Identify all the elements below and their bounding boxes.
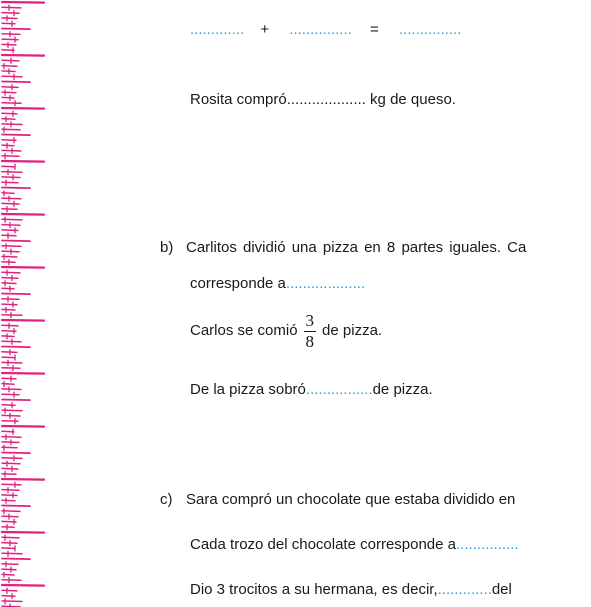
ruler-tick [2,225,20,226]
problem-b-line-4 [190,380,433,400]
ruler-tick [2,2,44,3]
ruler-tick [2,304,17,305]
plus-sign: + [260,21,270,38]
ruler-tick [2,235,16,236]
ruler-tick [2,315,22,316]
ruler-tick [2,378,16,379]
ruler-tick [2,373,44,374]
ruler-tick [2,135,30,136]
problem-b-corresponde-blank: ................... [285,275,366,292]
ruler-tick [2,124,22,125]
ruler-tick [2,347,30,348]
problem-b-line-3 [190,310,382,352]
ruler-tick [2,18,17,19]
ruler-tick [2,548,15,549]
ruler-tick [2,29,30,30]
ruler-tick [2,559,30,560]
ruler-tick [2,495,17,496]
ruler-tick [2,198,21,199]
ruler-tick [2,44,16,45]
ruler-tick [2,490,19,491]
problem-c-label: c) [160,491,173,508]
ruler-tick [2,103,21,104]
ruler-tick [2,166,15,167]
ruler-tick [2,278,18,279]
ruler-tick [2,92,16,93]
ruler-tick [2,309,15,310]
problem-b-statement: Carlitos dividió una pizza en 8 partes iguales. Ca [186,239,527,256]
ruler-tick [2,129,20,130]
ruler-tick [2,203,19,204]
equation-row [190,20,461,40]
ruler-tick [2,288,14,289]
problem-b-sobro-text: De la pizza sobró [190,381,306,398]
problem-c-line-2 [190,535,519,555]
ruler-tick [2,272,20,273]
rosita-sentence [190,90,456,110]
ruler-tick [2,527,14,528]
problem-c-line-3 [190,580,512,600]
ruler-tick [2,214,44,215]
problem-b-sobro-after: de pizza. [372,381,433,398]
ruler-tick [2,362,22,363]
problem-c-trocitos-blank: ............. [437,581,492,598]
ruler-tick [2,426,44,427]
ruler-tick [2,34,20,35]
ruler-tick [2,294,30,295]
ruler-tick [2,585,44,586]
ruler-tick [2,55,44,56]
equation-blank-1: ............. [190,21,245,38]
problem-b-label: b) [160,239,174,256]
rosita-text-after: kg de queso. [365,91,456,108]
ruler-tick [2,336,14,337]
ruler-tick [2,569,16,570]
ruler-tick [2,177,20,178]
ruler-tick [2,145,14,146]
ruler-tick [2,108,44,109]
ruler-tick [2,405,15,406]
ruler-tick [2,437,21,438]
problem-b-corresponde-text: corresponde a [190,275,286,292]
ruler-tick [2,458,22,459]
problem-c-line-1 [160,490,515,510]
ruler-tick [2,82,30,83]
ruler-tick [2,13,19,14]
ruler-tick [2,468,18,469]
ruler-tick [2,7,21,8]
problem-b-comio-text: Carlos se comió [190,322,298,339]
ruler-tick [2,400,30,401]
ruler-tick [2,415,20,416]
ruler-tick [2,463,20,464]
ruler-tick [2,325,18,326]
problem-b-comio-after: de pizza. [322,322,383,339]
ruler-tick [2,246,21,247]
ruler-tick [2,172,22,173]
ruler-tick [2,389,21,390]
ruler-tick [2,76,22,77]
ruler-tick [2,283,16,284]
ruler-tick [2,580,21,581]
problem-c-trozo-text: Cada trozo del chocolate corresponde a [190,536,457,553]
ruler-tick [2,113,17,114]
ruler-tick [2,182,18,183]
problem-c-trocitos-after: del [491,581,512,598]
ruler-tick [2,590,17,591]
ruler-tick [2,161,44,162]
ruler-tick [2,23,15,24]
ruler-tick [2,516,18,517]
problem-b-line-2 [190,274,365,294]
ruler-tick [2,500,15,501]
ruler-tick [2,453,30,454]
ruler-tick [2,368,20,369]
fraction-numerator: 3 [305,310,315,330]
ruler-tick [2,506,30,507]
ruler-tick [2,87,18,88]
decorative-ruler-border [0,0,48,607]
ruler-tick [2,564,18,565]
problem-b-sobro-blank: ................ [305,381,373,398]
equation-blank-3: ............... [398,21,462,38]
problem-c-trocitos-text: Dio 3 trocitos a su hermana, es decir, [190,581,438,598]
ruler-tick [2,119,15,120]
problem-c-statement: Sara compró un chocolate que estaba dividido en [186,491,516,508]
equals-sign: = [369,21,379,38]
rosita-blank: ................... [286,91,366,108]
ruler-tick [2,357,15,358]
ruler-tick [2,50,14,51]
ruler-tick [2,474,16,475]
ruler-tick [2,394,19,395]
fraction-denominator: 8 [305,331,315,351]
problem-c-trozo-blank: ............... [456,536,519,553]
ruler-tick [2,209,17,210]
ruler-tick [2,299,19,300]
ruler-tick [2,267,44,268]
rosita-text-before: Rosita compró [190,91,287,108]
ruler-tick [2,553,22,554]
ruler-tick [2,241,30,242]
fraction-three-eighths [304,312,317,351]
ruler-tick [2,532,44,533]
ruler-tick [2,188,30,189]
ruler-tick [2,320,44,321]
ruler-tick [2,431,14,432]
ruler-tick [2,479,44,480]
equation-blank-2: ............... [289,21,352,38]
ruler-tick [2,511,20,512]
ruler-tick [2,596,15,597]
ruler-tick [2,97,14,98]
problem-b-line-1 [160,238,526,258]
ruler-tick [2,484,21,485]
